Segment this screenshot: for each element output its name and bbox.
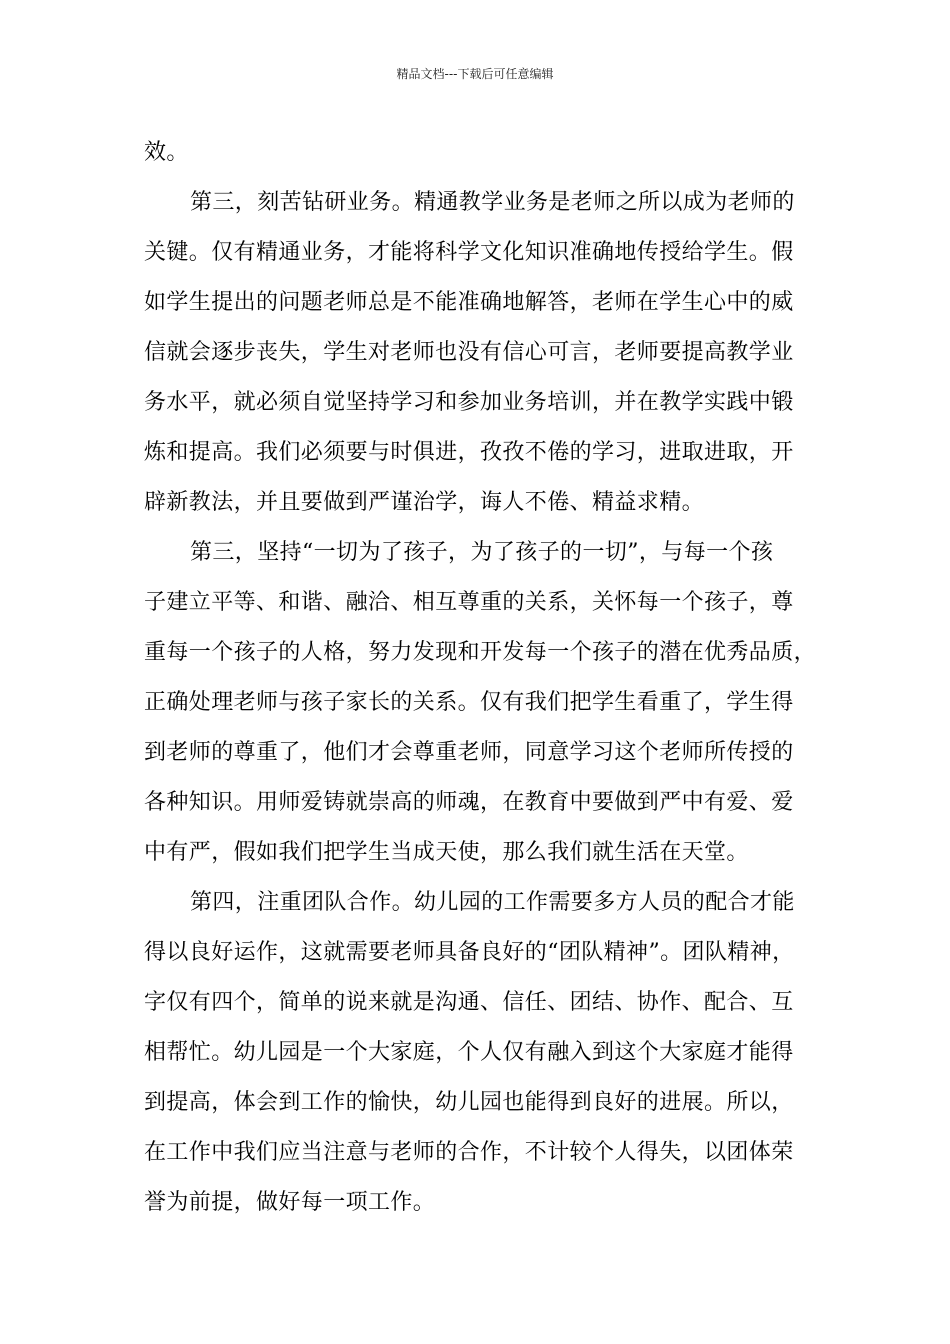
text-line: 辟新教法，并且要做到严谨治学，诲人不倦、精益求精。 [144, 490, 705, 515]
text-line: 正确处理老师与孩子家长的关系。仅有我们把学生看重了，学生得 [144, 690, 794, 715]
text-line: 关键。仅有精通业务，才能将科学文化知识准确地传授给学生。假 [144, 240, 794, 265]
text-line: 务水平，就必须自觉坚持学习和参加业务培训，并在教学实践中锻 [144, 390, 794, 415]
page-header: 精品文档---下载后可任意编辑 [396, 67, 554, 81]
document-body [144, 128, 820, 1228]
text-line: 中有严，假如我们把学生当成天使，那么我们就生活在天堂。 [144, 840, 749, 865]
text-line: 如学生提出的问题老师总是不能准确地解答，老师在学生心中的威 [144, 290, 794, 315]
text-line: 效。 [144, 140, 189, 165]
text-line: 子建立平等、和谐、融洽、相互尊重的关系，关怀每一个孩子，尊 [144, 590, 794, 615]
text-line: 重每一个孩子的人格，努力发现和开发每一个孩子的潜在优秀品质， [144, 640, 817, 665]
text-line: 到老师的尊重了，他们才会尊重老师，同意学习这个老师所传授的 [144, 740, 794, 765]
paragraph-start-line: 第四，注重团队合作。幼儿园的工作需要多方人员的配合才能 [190, 890, 795, 915]
paragraph-start-line: 第三，刻苦钻研业务。精通教学业务是老师之所以成为老师的 [190, 190, 795, 215]
text-line: 在工作中我们应当注意与老师的合作，不计较个人得失，以团体荣 [144, 1140, 794, 1165]
text-line: 各种知识。用师爱铸就崇高的师魂，在教育中要做到严中有爱、爱 [144, 790, 794, 815]
text-line: 炼和提高。我们必须要与时俱进，孜孜不倦的学习，进取进取，开 [144, 440, 794, 465]
text-line: 相帮忙。幼儿园是一个大家庭，个人仅有融入到这个大家庭才能得 [144, 1040, 794, 1065]
text-line: 得以良好运作，这就需要老师具备良好的“团队精神”。团队精神， [144, 940, 795, 965]
text-line: 字仅有四个，简单的说来就是沟通、信任、团结、协作、配合、互 [144, 990, 794, 1015]
text-line: 誉为前提，做好每一项工作。 [144, 1190, 436, 1215]
text-line: 信就会逐步丧失，学生对老师也没有信心可言，老师要提高教学业 [144, 340, 794, 365]
paragraph-start-line: 第三，坚持“一切为了孩子，为了孩子的一切”，与每一个孩 [190, 540, 774, 565]
text-line: 到提高，体会到工作的愉快，幼儿园也能得到良好的进展。所以， [144, 1090, 794, 1115]
